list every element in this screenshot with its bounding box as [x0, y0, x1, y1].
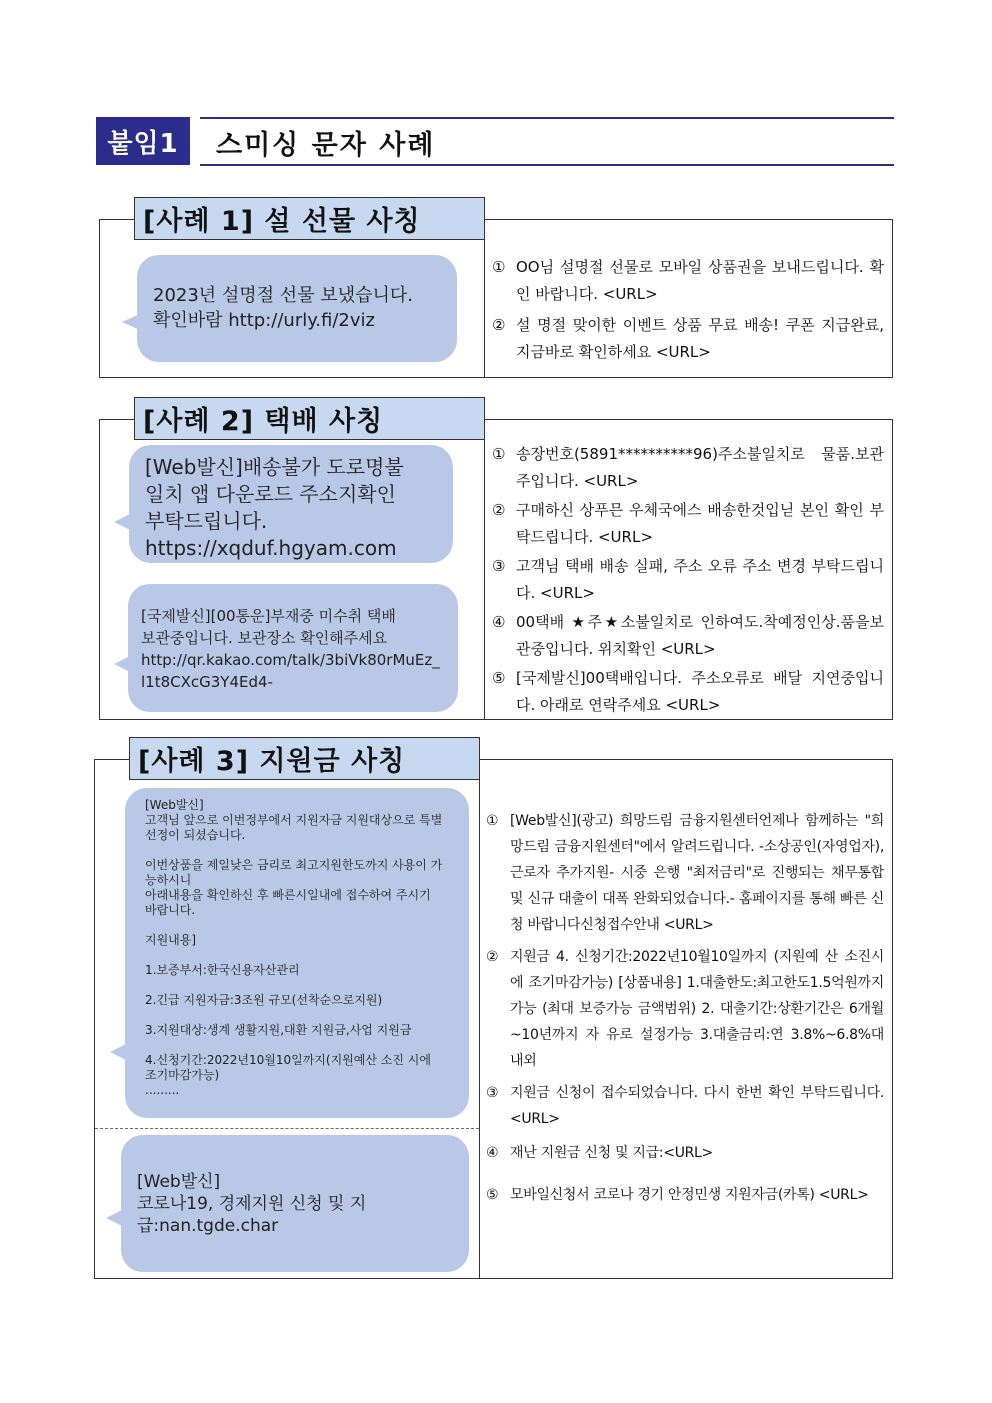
item-text: [국제발신]00택배입니다. 주소오류로 배달 지연중입니다. 아래로 연락주세요 <URL>	[516, 669, 884, 714]
case2-message-bubble-1: [Web발신]배송불가 도로명불 일치 앱 다운로드 주소지확인 부탁드립니다. https://xqduf.hgyam.com	[129, 445, 453, 563]
item-number: ②	[492, 501, 506, 519]
item-text: 고객님 택배 배송 실패, 주소 오류 주소 변경 부탁드립니다. <URL>	[516, 557, 884, 602]
case1-divider	[484, 219, 485, 377]
item-number: ④	[486, 1145, 499, 1161]
case1-message-bubble: 2023년 설명절 선물 보냈습니다. 확인바람 http://urly.fi/2viz	[137, 255, 457, 362]
item-number: ③	[486, 1085, 499, 1101]
case2-item	[492, 553, 884, 607]
item-number: ①	[492, 258, 506, 276]
item-text: 구매하신 상푸믄 우체국에스 배송한것입닏 본인 확인 부탁드립니다. <URL>	[516, 501, 884, 546]
item-text: 00택배 ★주★소불일치로 인하여도.착예정인상.품을보 관중입니다. 위치확인 <URL>	[516, 613, 884, 658]
case3-item	[486, 1182, 884, 1208]
case2-divider	[484, 419, 485, 719]
item-text: [Web발신](광고) 희망드림 금융지원센터언제나 함께하는 "희망드림 금융지원센터"에서 알려드립니다. -소상공인(자영업자),근로자 추가지원- 시중 은행 "최저금리"로 진행되는 채무통합 및 신규 대출이 대폭 완화되었습니다.- 홈페이지를 통해 빠른 신청 바랍니다신청접수안내 <URL>	[510, 813, 884, 933]
item-text: 지원금 4. 신청기간:2022년10월10일까지 (지원예 산 소진시에 조기마감가능) [상품내용] 1.대출한도:최고한도1.5억원까지 가능 (최대 보증가능 금액범위) 2. 대출기간:상환기간은 6개월~10년까지 자 유로 설정가능 3.대출금리:연 3.8%~6.8%대 내외	[510, 949, 884, 1069]
item-number: ②	[486, 949, 499, 965]
case3-message-bubble-1: [Web발신] 고객님 앞으로 이번정부에서 지원자금 지원대상으로 특별선정이 되셨습니다. 이번상품을 제일낮은 금리로 최고지원한도까지 사용이 가능하시니 아래내용을 확인하신 후 빠른시일내에 접수하여 주시기 바랍니다. 지원내용] 1.보증부서:한국신용자산관리 2.긴급 지원자금:3조원 규모(선착순으로지원) 3.지원대상:생계 생활지원,대환 지원금,사업 지원금 4.신청기간:2022년10월10일까지(지원예산 소진 시에 조기마감가능) .........	[125, 788, 469, 1118]
case1-title: [사례 1] 설 선물 사칭	[134, 197, 485, 240]
item-text: 모바일신청서 코로나 경기 안정민생 지원자금(카톡) <URL>	[510, 1187, 869, 1203]
case2-item	[492, 665, 884, 719]
case3-item	[486, 944, 884, 1074]
case2-item	[492, 497, 884, 551]
page-title: 스미싱 문자 사례	[216, 129, 436, 161]
case3-message-bubble-2: [Web발신] 코로나19, 경제지원 신청 및 지 급:nan.tgde.char	[121, 1135, 469, 1272]
case3-item	[486, 1140, 884, 1166]
case2-items	[492, 441, 884, 719]
item-text: 재난 지원금 신청 및 지급:<URL>	[510, 1145, 713, 1161]
case2-item	[492, 441, 884, 495]
attachment-badge: 붙임1	[96, 117, 190, 165]
case1-item	[492, 312, 884, 366]
item-number: ②	[492, 316, 506, 334]
item-number: ①	[492, 445, 506, 463]
case1-items	[492, 254, 884, 366]
header-rule-top	[200, 117, 894, 119]
case2-item	[492, 609, 884, 663]
item-number: ⑤	[486, 1187, 499, 1203]
item-text: 설 명절 맞이한 이벤트 상품 무료 배송! 쿠폰 지급완료, 지금바로 확인하세요 <URL>	[516, 316, 884, 361]
item-number: ①	[486, 813, 499, 829]
item-number: ③	[492, 557, 506, 575]
case1-item	[492, 254, 884, 308]
item-text: OO님 설명절 선물로 모바일 상품권을 보내드립니다. 확인 바랍니다. <URL>	[516, 258, 884, 303]
case2-title: [사례 2] 택배 사칭	[134, 397, 485, 440]
case3-items	[486, 808, 884, 1208]
item-number: ④	[492, 613, 506, 631]
case3-title: [사례 3] 지원금 사칭	[129, 737, 480, 780]
item-text: 지원금 신청이 접수되었습니다. 다시 한번 확인 부탁드립니다. <URL>	[510, 1085, 884, 1127]
case3-item	[486, 1080, 884, 1132]
case3-dotted-separator	[95, 1128, 479, 1129]
item-text: 송장번호(5891**********96)주소불일치로 물품.보관주입니다. <URL>	[516, 445, 884, 490]
header-rule-bottom	[200, 164, 894, 166]
case3-divider	[479, 759, 480, 1278]
case2-message-bubble-2: [국제발신][00통운]부재중 미수취 택배 보관중입니다. 보관장소 확인해주세요 http://qr.kakao.com/talk/3biVk80rMuEz_ l1t8CXcG3Y4Ed4-	[128, 584, 458, 712]
case3-item	[486, 808, 884, 938]
item-number: ⑤	[492, 669, 506, 687]
